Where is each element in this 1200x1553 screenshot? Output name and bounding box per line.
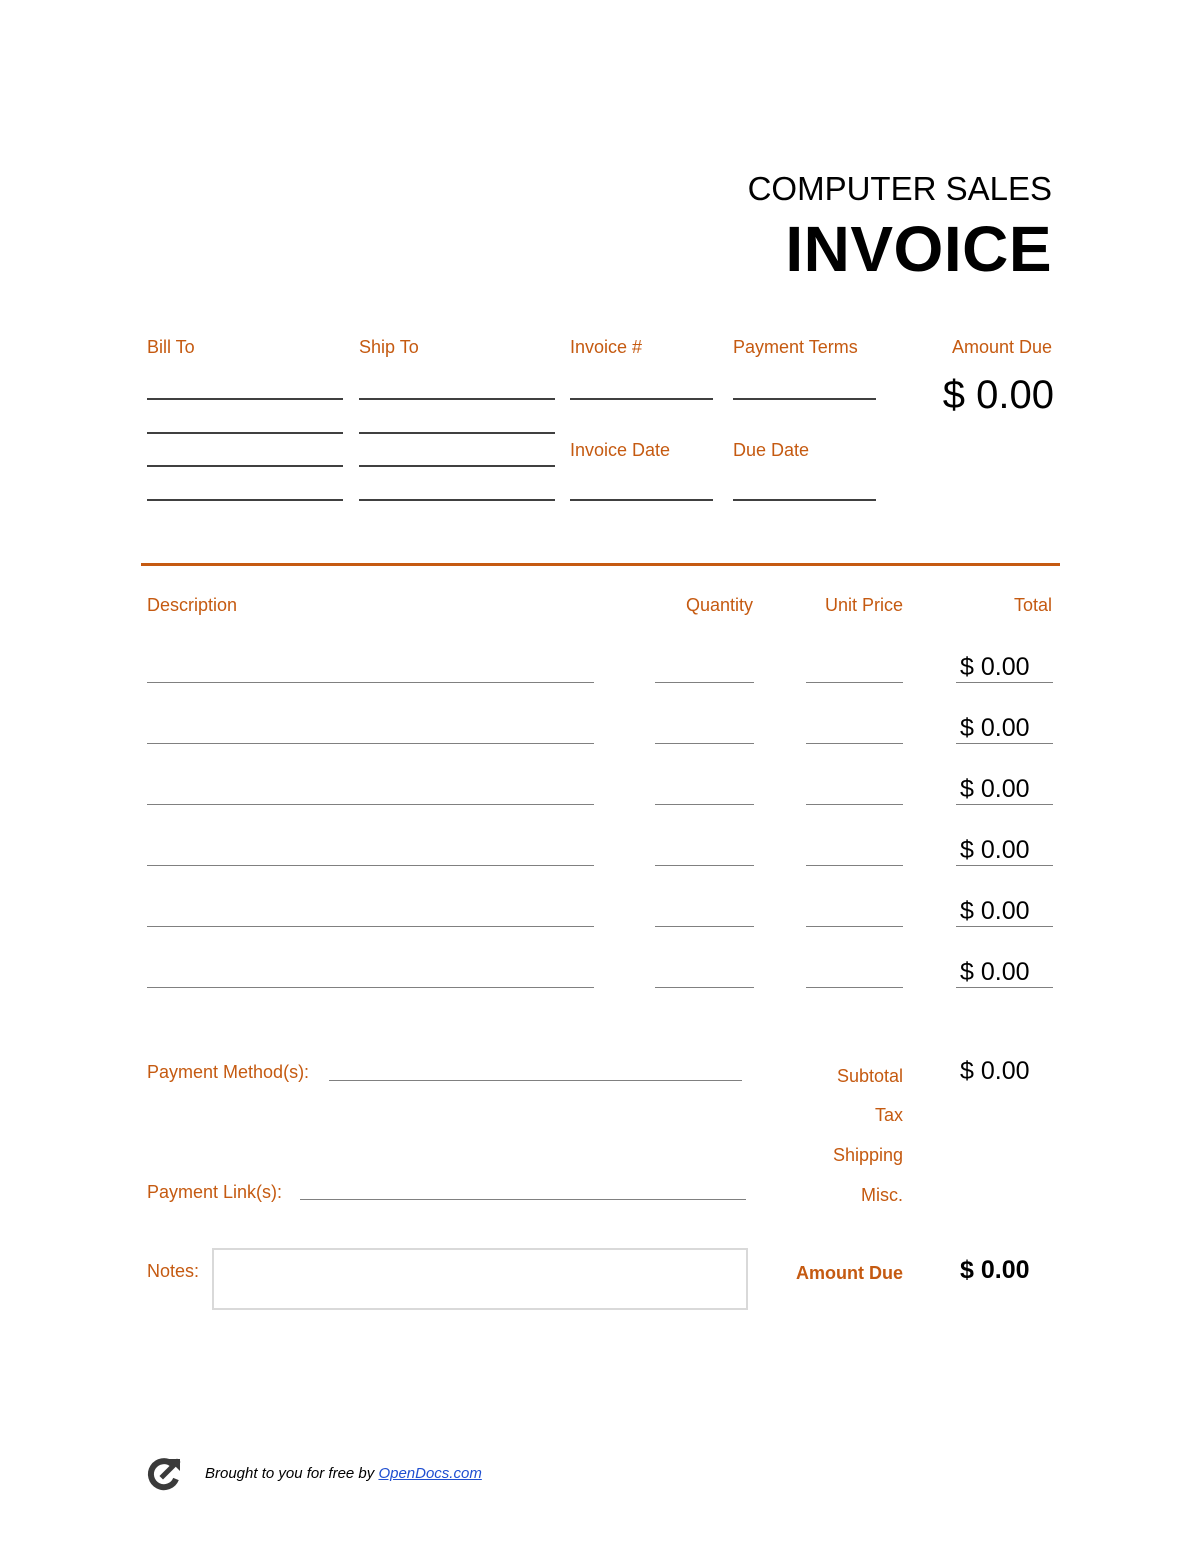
- row-4-total-line: [956, 865, 1053, 866]
- tax-label: Tax: [874, 1105, 903, 1125]
- due-date-label: Due Date: [733, 440, 810, 460]
- row-2-description-line[interactable]: [147, 743, 594, 744]
- row-6-unit-price-line[interactable]: [806, 987, 903, 988]
- summary-amount-due-value: $ 0.00: [960, 1256, 1030, 1284]
- row-3-quantity-line[interactable]: [655, 804, 754, 805]
- ship-to-line-1[interactable]: [359, 398, 555, 400]
- bill-to-line-3[interactable]: [147, 465, 343, 467]
- bill-to-line-4[interactable]: [147, 499, 343, 501]
- footer-link[interactable]: OpenDocs.com: [378, 1465, 482, 1482]
- total-header: Total: [1013, 595, 1052, 615]
- invoice-number-line[interactable]: [570, 398, 713, 400]
- amount-due-label: Amount Due: [951, 337, 1052, 357]
- summary-amount-due-label: Amount Due: [796, 1263, 903, 1283]
- row-2-total-line: [956, 743, 1053, 744]
- opendocs-logo-icon: [146, 1455, 182, 1493]
- subtotal-value: $ 0.00: [960, 1057, 1030, 1085]
- bill-to-label: Bill To: [147, 337, 195, 357]
- document-subtitle: COMPUTER SALES: [747, 170, 1052, 207]
- row-1-total: $ 0.00: [960, 653, 1030, 681]
- quantity-header: Quantity: [685, 595, 753, 615]
- footer-attribution: [205, 1464, 482, 1484]
- payment-terms-line[interactable]: [733, 398, 876, 400]
- row-6-total: $ 0.00: [960, 958, 1030, 986]
- ship-to-line-4[interactable]: [359, 499, 555, 501]
- row-4-total: $ 0.00: [960, 836, 1030, 864]
- row-2-unit-price-line[interactable]: [806, 743, 903, 744]
- row-5-total-line: [956, 926, 1053, 927]
- row-6-total-line: [956, 987, 1053, 988]
- row-1-quantity-line[interactable]: [655, 682, 754, 683]
- subtotal-label: Subtotal: [836, 1066, 903, 1086]
- unit-price-header: Unit Price: [824, 595, 903, 615]
- row-4-description-line[interactable]: [147, 865, 594, 866]
- row-3-description-line[interactable]: [147, 804, 594, 805]
- ship-to-label: Ship To: [359, 337, 419, 357]
- row-5-quantity-line[interactable]: [655, 926, 754, 927]
- ship-to-line-2[interactable]: [359, 432, 555, 434]
- row-6-description-line[interactable]: [147, 987, 594, 988]
- row-6-quantity-line[interactable]: [655, 987, 754, 988]
- document-title: INVOICE: [785, 213, 1052, 285]
- ship-to-line-3[interactable]: [359, 465, 555, 467]
- row-4-quantity-line[interactable]: [655, 865, 754, 866]
- shipping-label: Shipping: [832, 1145, 903, 1165]
- row-5-total: $ 0.00: [960, 897, 1030, 925]
- notes-label: Notes:: [147, 1261, 200, 1281]
- row-3-total: $ 0.00: [960, 775, 1030, 803]
- payment-links-line[interactable]: [300, 1199, 746, 1200]
- row-5-unit-price-line[interactable]: [806, 926, 903, 927]
- row-2-total: $ 0.00: [960, 714, 1030, 742]
- payment-methods-line[interactable]: [329, 1080, 742, 1081]
- payment-methods-label: Payment Method(s):: [147, 1062, 310, 1082]
- row-1-unit-price-line[interactable]: [806, 682, 903, 683]
- footer-text: Brought to you for free by: [205, 1465, 379, 1482]
- amount-due-value: $ 0.00: [942, 373, 1054, 417]
- row-1-total-line: [956, 682, 1053, 683]
- row-3-total-line: [956, 804, 1053, 805]
- description-header: Description: [147, 595, 238, 615]
- invoice-date-line[interactable]: [570, 499, 713, 501]
- row-3-unit-price-line[interactable]: [806, 804, 903, 805]
- row-2-quantity-line[interactable]: [655, 743, 754, 744]
- row-4-unit-price-line[interactable]: [806, 865, 903, 866]
- row-1-description-line[interactable]: [147, 682, 594, 683]
- row-5-description-line[interactable]: [147, 926, 594, 927]
- bill-to-line-2[interactable]: [147, 432, 343, 434]
- invoice-date-label: Invoice Date: [570, 440, 671, 460]
- bill-to-line-1[interactable]: [147, 398, 343, 400]
- section-divider: [141, 563, 1060, 566]
- invoice-number-label: Invoice #: [570, 337, 643, 357]
- misc-label: Misc.: [861, 1185, 903, 1205]
- payment-links-label: Payment Link(s):: [147, 1182, 283, 1202]
- payment-terms-label: Payment Terms: [733, 337, 858, 357]
- due-date-line[interactable]: [733, 499, 876, 501]
- notes-box[interactable]: [212, 1248, 748, 1310]
